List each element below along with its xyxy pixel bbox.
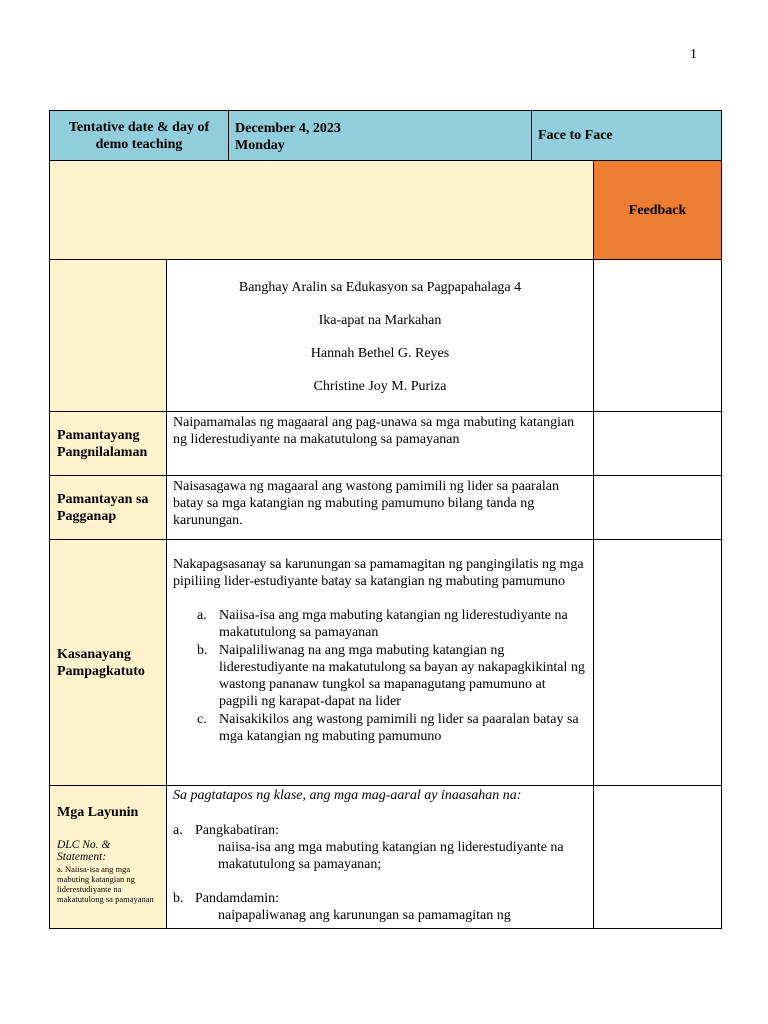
title-label-cell <box>49 259 167 412</box>
feedback-cell-4 <box>593 539 722 786</box>
title-line-subject: Banghay Aralin sa Edukasyon sa Pagpapahalaga 4 <box>238 280 522 295</box>
title-line-author-1: Hannah Bethel G. Reyes <box>310 346 450 361</box>
objective-b-title: Pandamdamin: <box>195 891 279 906</box>
pagganap-text-cell <box>166 475 594 540</box>
page-number: 1 <box>690 47 697 62</box>
list-marker: c. <box>197 711 207 727</box>
list-marker: a. <box>197 608 207 623</box>
layunin-text-cell <box>166 785 594 929</box>
kasanayan-label-cell <box>49 539 167 786</box>
header-date: December 4, 2023 <box>235 121 341 136</box>
objective-a <box>173 822 587 839</box>
header-day: Monday <box>235 138 285 153</box>
feedback-cell-2 <box>593 411 722 476</box>
pangnilalaman-text-cell <box>166 411 594 476</box>
pagganap-label-cell <box>49 475 167 540</box>
layunin-label: Mga Layunin <box>57 805 139 820</box>
list-item <box>173 711 587 746</box>
objective-b-marker: b. <box>173 891 184 906</box>
feedback-header-cell <box>593 160 722 260</box>
kasanayan-text-cell <box>166 539 594 786</box>
layunin-intro: Sa pagtatapos ng klase, ang mga mag-aaral ay inaasahan na: <box>173 788 522 803</box>
list-item <box>173 642 587 711</box>
pagganap-text: Naisasagawa ng magaaral ang wastong pamimili ng lider sa paaralan batay sa mga katangian ng mabuting pamumuno bilang tanda ng karunungan. <box>173 479 560 528</box>
header-date-cell <box>228 110 532 161</box>
header-mode-cell <box>531 110 722 161</box>
objective-a-text: naiisa-isa ang mga mabuting katangian ng liderestudiyante na makatutulong sa pamayanan; <box>218 840 564 872</box>
list-item-text: Naiisa-isa ang mga mabuting katangian ng liderestudiyante na makatutulong sa pamayanan <box>219 608 568 641</box>
feedback-cell-3 <box>593 475 722 540</box>
kasanayan-list <box>173 607 587 745</box>
title-line-author-2: Christine Joy M. Puriza <box>313 379 447 394</box>
kasanayan-intro: Nakapagsasanay sa karunungan sa pamamagitan ng pangingilatis ng mga pipiliing lider-estudiyante batay sa katangian ng mabuting pamumuno <box>173 557 584 589</box>
pagganap-label: Pamantayan sa Pagganap <box>57 491 149 524</box>
pangnilalaman-label: Pamantayang Pangnilalaman <box>57 427 148 460</box>
feedback-cell-1 <box>593 259 722 412</box>
pangnilalaman-text: Naipamamalas ng magaaral ang pag-unawa sa mga mabuting katangian ng liderestudiyante na makatutulong sa pamayanan <box>173 415 575 447</box>
blank-cream-cell <box>49 160 594 260</box>
header-mode: Face to Face <box>538 128 613 143</box>
header-label: Tentative date & day of demo teaching <box>68 119 210 152</box>
objective-a-marker: a. <box>173 823 183 838</box>
objective-b <box>173 890 587 907</box>
list-item-text: Naisakikilos ang wastong pamimili ng lider sa paaralan batay sa mga katangian ng mabuting pamumuno <box>219 711 579 745</box>
objective-b-text: naipapaliwanag ang karunungan sa pamamagitan ng <box>218 908 511 923</box>
list-item <box>173 607 587 642</box>
list-item-text: Naipaliliwanag na ang mga mabuting katangian ng liderestudiyante na makatutulong sa bayan ay nakapagkikintal ng wastong pananaw tungkol sa mapanagutang pamumuno at pagpili ng karapat-dapat na lider <box>219 642 585 710</box>
feedback-label: Feedback <box>628 202 687 218</box>
pangnilalaman-label-cell <box>49 411 167 476</box>
feedback-cell-5 <box>593 785 722 929</box>
dlc-label: DLC No. & Statement: <box>57 839 111 863</box>
dlc-text: a. Naiisa-isa ang mga mabuting katangian ng liderestudiyante na makatutulong sa pamayanan <box>57 864 154 904</box>
title-line-quarter: Ika-apat na Markahan <box>318 313 442 328</box>
objective-a-title: Pangkabatiran: <box>195 823 279 838</box>
list-marker: b. <box>197 642 208 658</box>
kasanayan-label: Kasanayang Pampagkatuto <box>57 646 145 679</box>
title-block <box>166 259 594 412</box>
header-label-cell <box>49 110 229 161</box>
layunin-label-cell <box>49 785 167 929</box>
